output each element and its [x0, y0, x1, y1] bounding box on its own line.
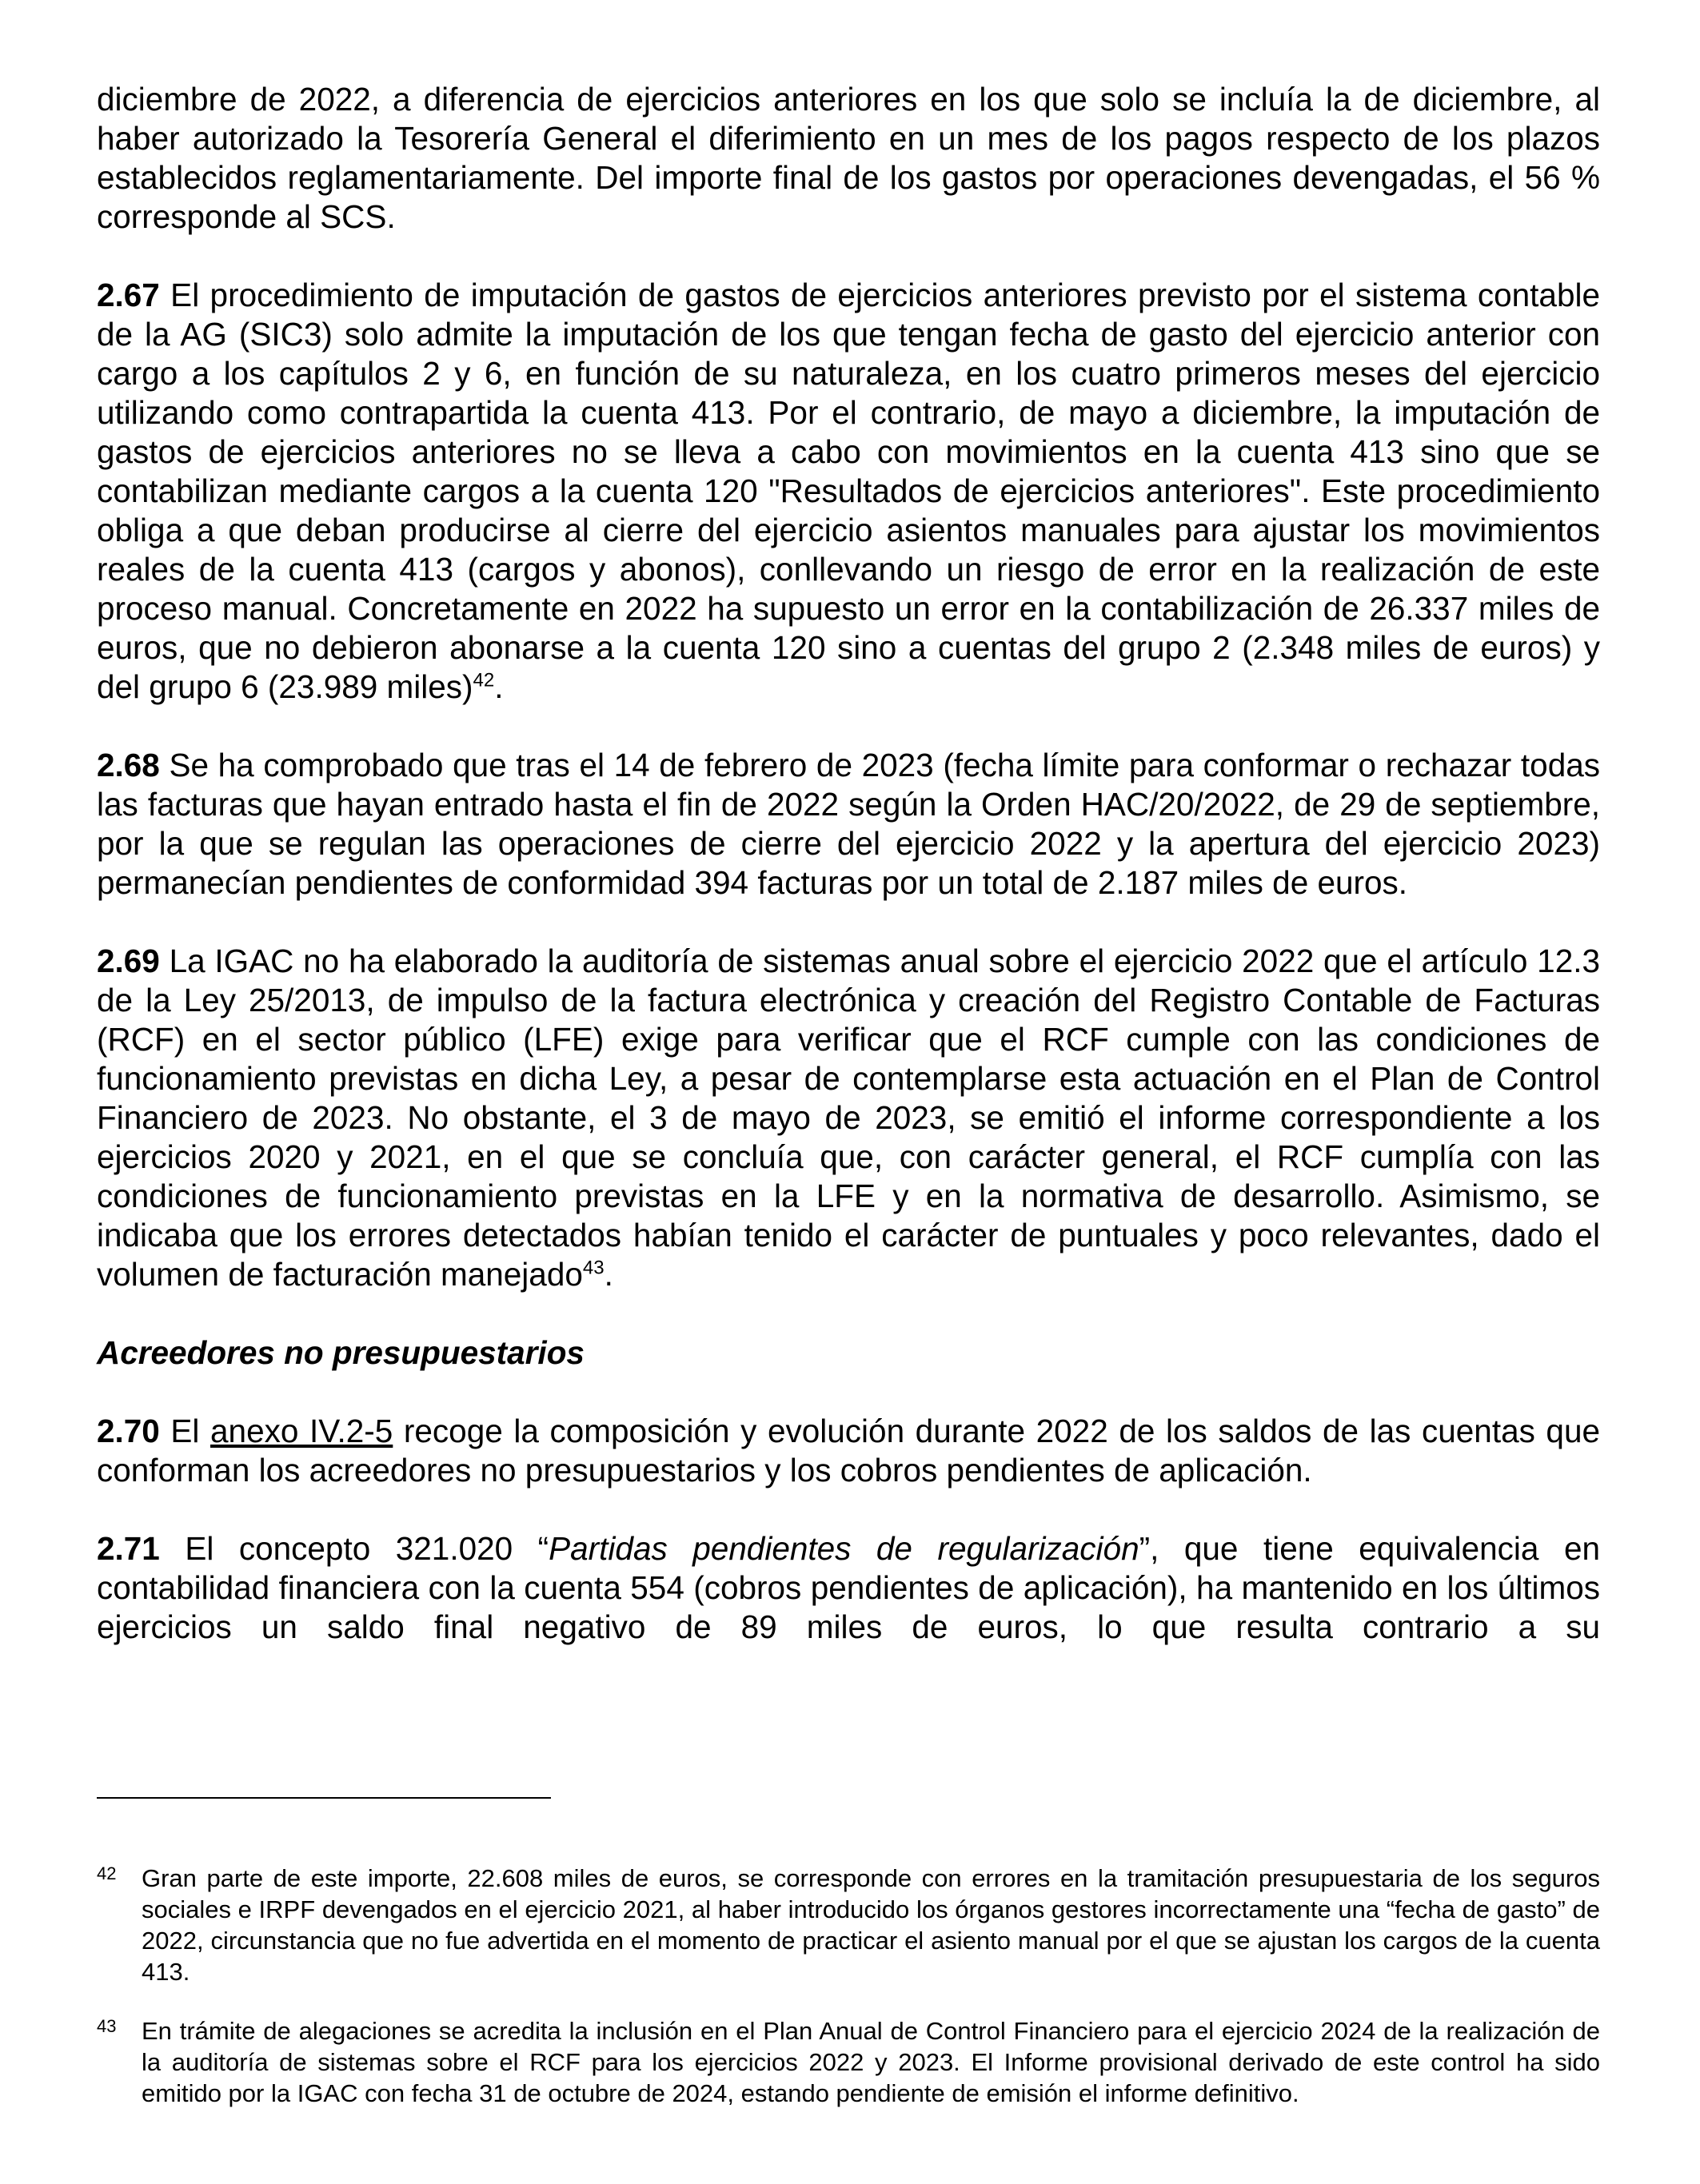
annex-link[interactable]: anexo IV.2-5 [210, 1413, 393, 1449]
paragraph-2-68: 2.68 Se ha comprobado que tras el 14 de febrero de 2023 (fecha límite para conformar o rechazar todas las facturas que hayan entrado hasta el fin de 2022 según la Orden HAC/20/2022, de 29 de septiembre, por la que se regulan las operaciones de cierre del ejercicio 2022 y la apertura del ejercicio 2023) permanecían pendientes de conformidad 394 facturas por un total de 2.187 miles de euros. [97, 747, 1600, 901]
footnote-separator [97, 1797, 551, 1799]
paragraph-2-67: 2.67 El procedimiento de imputación de gastos de ejercicios anteriores previsto por el sistema contable de la AG (SIC3) solo admite la imputación de los que tengan fecha de gasto del ejercicio anterior con cargo a los capítulos 2 y 6, en función de su naturaleza, en los cuatro primeros meses del ejercicio utilizando como contrapartida la cuenta 413. Por el contrario, de mayo a diciembre, la imputación de gastos de ejercicios anteriores no se lleva a cabo con movimientos en la cuenta 413 sino que se contabilizan mediante cargos a la cuenta 120 "Resultados de ejercicios anteriores". Este procedimiento obliga a que deban producirse al cierre del ejercicio asientos manuales para ajustar los movimientos reales de la cuenta 413 (cargos y abonos), conllevando un riesgo de error en la realización de este proceso manual. Concretamente en 2022 ha supuesto un error en la contabilización de 26.337 miles de euros, que no debieron abonarse a la cuenta 120 sino a cuentas del grupo 2 (2.348 miles de euros) y del grupo 6 (23.989 miles)$^{42}$. [97, 277, 1600, 705]
footnote-ref-42[interactable]: 42 [473, 669, 495, 691]
paragraph-number: 2.71 [97, 1530, 160, 1567]
section-heading: Acreedores no presupuestarios [97, 1334, 585, 1371]
paragraph-continuation: diciembre de 2022, a diferencia de ejercicios anteriores en los que solo se incluía la de diciembre, al haber autorizado la Tesorería General el diferimiento en un mes de los pagos respecto de los plazos establecidos reglamentariamente. Del importe final de los gastos por operaciones devengadas, el 56 % corresponde al SCS. [97, 81, 1600, 235]
paragraph-number: 2.70 [97, 1413, 160, 1449]
paragraph-2-69: 2.69 La IGAC no ha elaborado la auditoría de sistemas anual sobre el ejercicio 2022 que el artículo 12.3 de la Ley 25/2013, de impulso de la factura electrónica y creación del Registro Contable de Facturas (RCF) en el sector público (LFE) exige para verificar que el RCF cumple con las condiciones de funcionamiento previstas en dicha Ley, a pesar de contemplarse esta actuación en el Plan de Control Financiero de 2023. No obstante, el 3 de mayo de 2023, se emitió el informe correspondiente a los ejercicios 2020 y 2021, en el que se concluía que, con carácter general, el RCF cumplía con las condiciones de funcionamiento previstas en la LFE y en la normativa de desarrollo. Asimismo, se indicaba que los errores detectados habían tenido el carácter de puntuales y poco relevantes, dado el volumen de facturación manejado$^{43}$. [97, 943, 1600, 1293]
footnote-ref-43[interactable]: 43 [582, 1257, 605, 1279]
footnote-mark: 42 [97, 1863, 117, 1883]
footnote-42 [97, 1863, 1600, 1987]
paragraph-number: 2.69 [97, 943, 160, 979]
footnote-text: En trámite de alegaciones se acredita la inclusión en el Plan Anual de Control Financiero para el ejercicio 2024 de la realización de la auditoría de sistemas sobre el RCF para los ejercicios 2022 y 2023. El Informe provisional derivado de este control ha sido emitido por la IGAC con fecha 31 de octubre de 2024, estando pendiente de emisión el informe definitivo. [142, 2017, 1600, 2107]
paragraph-2-71: 2.71 El concepto 321.020 “Partidas pendientes de regularización”, que tiene equivalencia en contabilidad financiera con la cuenta 554 (cobros pendientes de aplicación), ha mantenido en los últimos ejercicios un saldo final negativo de 89 miles de euros, lo que resulta contrario a su [97, 1530, 1600, 1645]
footnote-mark: 43 [97, 2016, 117, 2036]
paragraph-number: 2.68 [97, 747, 160, 783]
footnote-43 [97, 2015, 1600, 2109]
footnote-text: Gran parte de este importe, 22.608 miles de euros, se corresponde con errores en la tramitación presupuestaria de los seguros sociales e IRPF devengados en el ejercicio 2021, al haber introducido los órganos gestores incorrectamente una “fecha de gasto” de 2022, circunstancia que no fue advertida en el momento de practicar el asiento manual por el que se ajustan los cargos de la cuenta 413. [142, 1864, 1600, 1986]
paragraph-2-70: 2.70 El anexo IV.2-5 recoge la composición y evolución durante 2022 de los saldos de las cuentas que conforman los acreedores no presupuestarios y los cobros pendientes de aplicación. [97, 1413, 1601, 1489]
paragraph-number: 2.67 [97, 277, 160, 313]
document-body [97, 80, 1600, 1686]
